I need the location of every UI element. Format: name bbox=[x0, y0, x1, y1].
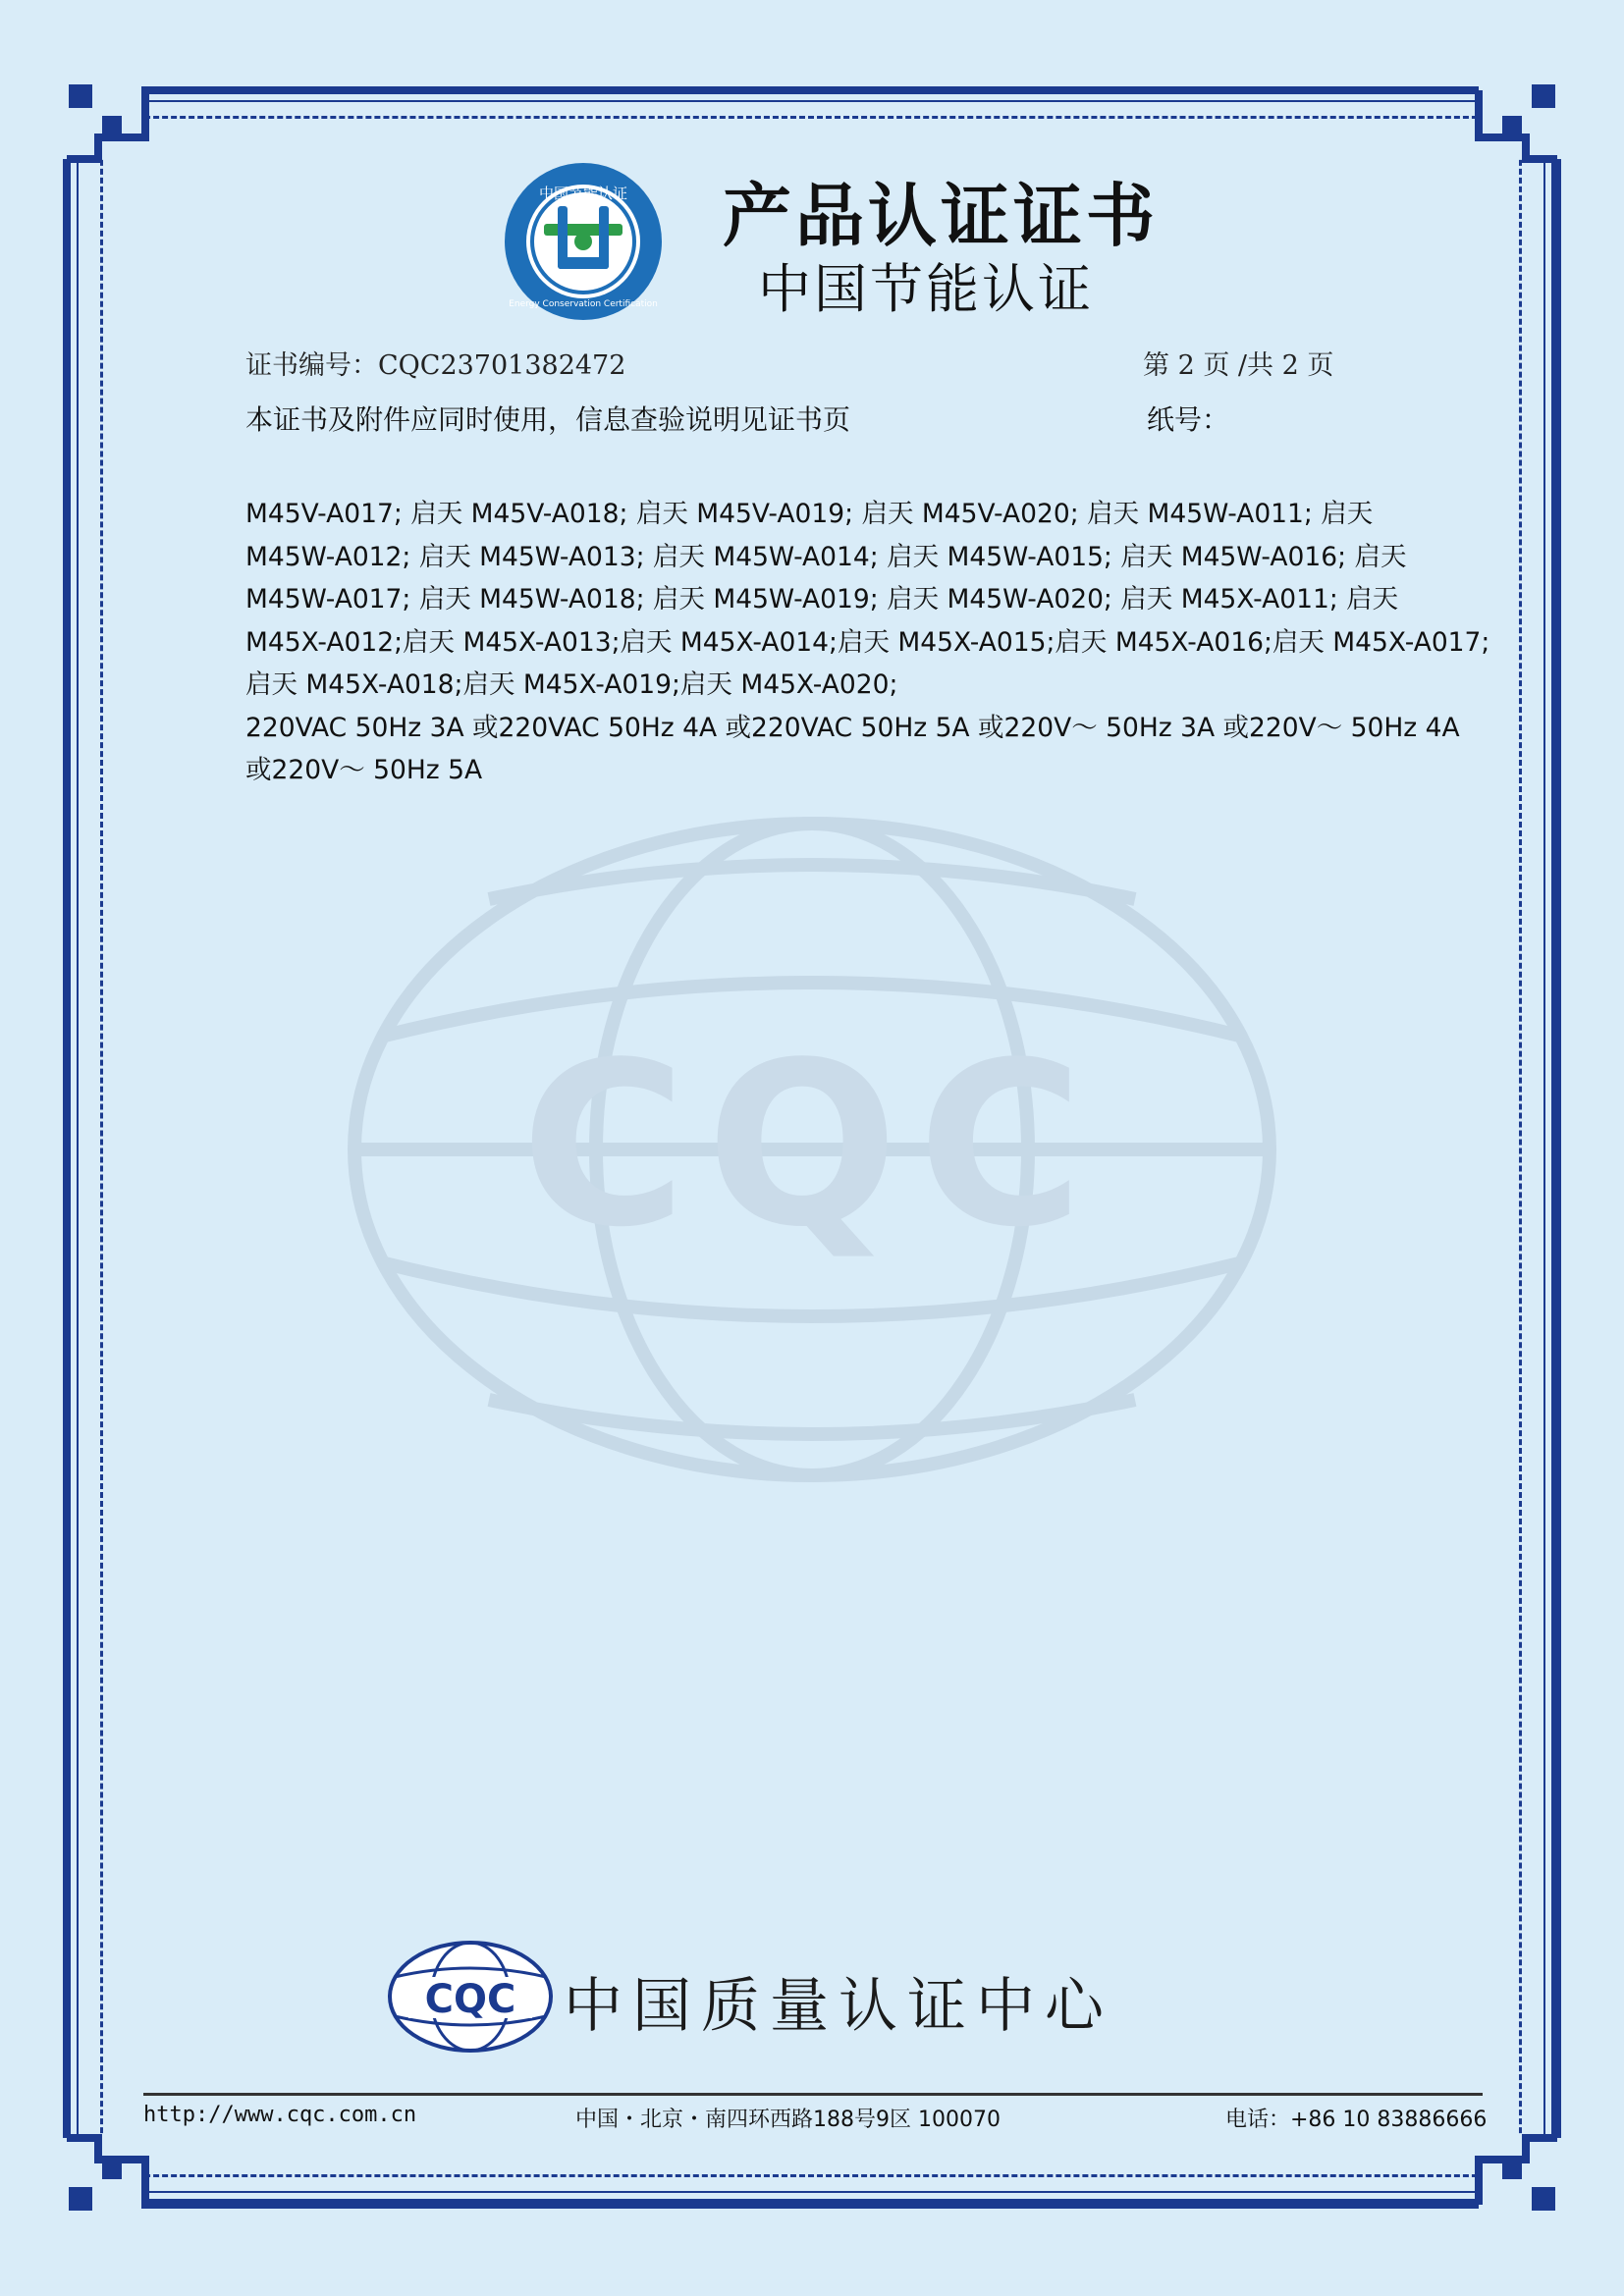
page-subtitle: 中国节能认证 bbox=[758, 258, 1094, 320]
cert-number-value: CQC23701382472 bbox=[378, 350, 626, 381]
organization-name: 中国质量认证中心 bbox=[564, 1972, 1113, 2041]
logo-ring-text: Energy Conservation Certification bbox=[509, 299, 658, 309]
model-line: 启天 M45X-A018;启天 M45X-A019;启天 M45X-A020; bbox=[245, 669, 898, 700]
watermark-text: CQC bbox=[520, 1015, 1104, 1277]
footer-phone: 电话：+86 10 83886666 bbox=[1225, 2108, 1488, 2132]
cert-number bbox=[245, 344, 625, 382]
footer-address: 中国・北京・南四环西路188号9区 100070 bbox=[575, 2108, 1001, 2132]
paper-number-label: 纸号： bbox=[1147, 403, 1230, 436]
cqc-watermark bbox=[342, 811, 1282, 1488]
cqc-logo bbox=[387, 1940, 554, 2054]
usage-notice: 本证书及附件应同时使用，信息查验说明见证书页 bbox=[245, 403, 851, 436]
rating-line: 220VAC 50Hz 3A 或220VAC 50Hz 4A 或220VAC 50Hz 5A 或220V～ 50Hz 3A 或220V～ 50Hz 4A bbox=[245, 712, 1460, 743]
energy-conservation-logo bbox=[501, 159, 666, 324]
rating-line: 或220V～ 50Hz 5A bbox=[245, 755, 483, 785]
footer-divider bbox=[143, 2093, 1483, 2096]
page-title: 产品认证证书 bbox=[723, 176, 1159, 256]
cert-number-label: 证书编号： bbox=[245, 350, 378, 381]
page-indicator: 第 2 页 /共 2 页 bbox=[1143, 350, 1334, 381]
product-model-list bbox=[245, 493, 1490, 792]
model-line: M45W-A012; 启天 M45W-A013; 启天 M45W-A014; 启天 M45W-A015; 启天 M45W-A016; 启天 bbox=[245, 541, 1407, 572]
model-line: M45W-A017; 启天 M45W-A018; 启天 M45W-A019; 启天 M45W-A020; 启天 M45X-A011; 启天 bbox=[245, 584, 1399, 614]
model-line: M45X-A012;启天 M45X-A013;启天 M45X-A014;启天 M45X-A015;启天 M45X-A016;启天 M45X-A017; bbox=[245, 626, 1490, 658]
footer-website: http://www.cqc.com.cn bbox=[143, 2103, 417, 2127]
model-line: M45V-A017; 启天 M45V-A018; 启天 M45V-A019; 启天 M45V-A020; 启天 M45W-A011; 启天 bbox=[245, 499, 1374, 529]
logo-top-text: 中国节能认证 bbox=[538, 185, 628, 202]
cqc-logo-text: CQC bbox=[424, 1977, 516, 2022]
